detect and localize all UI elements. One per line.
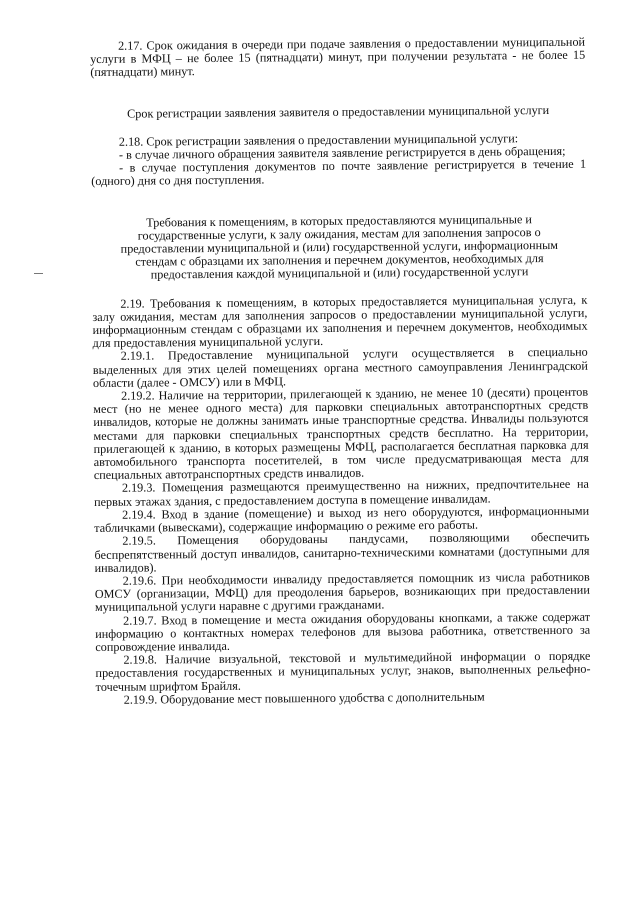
paragraph-2-18-mail: - в случае поступления документов по почте заявление регистрируется в течение 1 (одного) дня со дня поступления. (91, 156, 587, 189)
paragraph-2-19-7: 2.19.7. Вход в помещение и места ожидания оборудованы кнопками, а также содержат информацию о контактных номерах телефонов для вызова работника, ответственного за сопровождение инвалида. (95, 609, 591, 654)
paragraph-2-19-3: 2.19.3. Помещения размещаются преимущественно на нижних, предпочтительнее на первых этажах здания, с предоставлением доступа в помещение инвалидам. (93, 477, 589, 509)
paragraph-2-19-6: 2.19.6. При необходимости инвалиду предоставляется помощник из числа работников ОМСУ (организации, МФЦ) для преодоления барьеров, возникающих при предоставлении муниципальной услуги наравне с другими гражданами. (94, 569, 590, 615)
paragraph-2-17: 2.17. Срок ожидания в очереди при подаче заявления о предоставлении муниципальной услуги в МФЦ – не более 15 (пятнадцати) минут, при получении результата - не более 15 (пятнадцати) минут. (90, 34, 586, 80)
heading-premises-requirements: Требования к помещениям, в которых предоставляются муниципальные и государственные услуги, к залу ожидания, местам для заполнения запросов о предоставлении муниципальной и (или) государственной услуги, информационным стендам с образцами их заполнения и перечнем документов, необходимых для предоставления каждой муниципальной и (или) государственной услуги (120, 211, 559, 282)
paragraph-2-19-1: 2.19.1. Предоставление муниципальной услуги осуществляется в специально выделенных для этих целей помещениях органа местного самоуправления Ленинградской области (далее - ОМСУ) или в МФЦ. (92, 345, 588, 390)
paragraph-2-19-8: 2.19.8. Наличие визуальной, текстовой и мультимедийной информации о порядке предоставления государственных и муниципальных услуг, знаков, выполненных рельефно-точечным шрифтом Брайля. (95, 648, 591, 694)
heading-registration-term: Срок регистрации заявления заявителя о предоставлении муниципальной услуги (127, 102, 550, 121)
document-body (90, 36, 591, 707)
paragraph-2-19-2: 2.19.2. Наличие на территории, прилегающей к зданию, не менее 10 (десяти) процентов мест (но не менее одного места) для парковки специальных автотранспортных средств инвалидов, которые не должны занимать иные транспортные средства. Инвалиды пользуются местами для парковки специальных транспортных средств бесплатно. На территории, прилегающей к зданию, в которых размещены МФЦ, располагается бесплатная парковка для автомобильного транспорта посетителей, в том числе предусматривающая места для специальных автотранспортных средств инвалидов. (93, 384, 589, 483)
paragraph-2-19-9: 2.19.9. Оборудование мест повышенного удобства с дополнительным (123, 689, 485, 707)
margin-mark (34, 273, 43, 274)
paragraph-2-18: 2.18. Срок регистрации заявления о предоставлении муниципальной услуги: (118, 131, 519, 149)
paragraph-2-19: 2.19. Требования к помещениям, в которых предоставляется муниципальная услуга, к залу ожидания, местам для заполнения запросов о предоставлении муниципальной услуги, информационным стендам с образцами их заполнения и перечнем документов, необходимых для предоставления муниципальной услуги. (92, 292, 588, 351)
paragraph-2-19-5: 2.19.5. Помещения оборудованы пандусами, позволяющими обеспечить беспрепятственный доступ инвалидов, санитарно-техническими комнатами (доступными для инвалидов). (94, 529, 590, 575)
paragraph-2-18-personal: - в случае личного обращения заявителя заявление регистрируется в день обращения; (118, 143, 566, 162)
paragraph-2-19-4: 2.19.4. Вход в здание (помещение) и выход из него оборудуются, информационными табличками (вывесками), содержащие информацию о режиме его работы. (94, 503, 590, 536)
